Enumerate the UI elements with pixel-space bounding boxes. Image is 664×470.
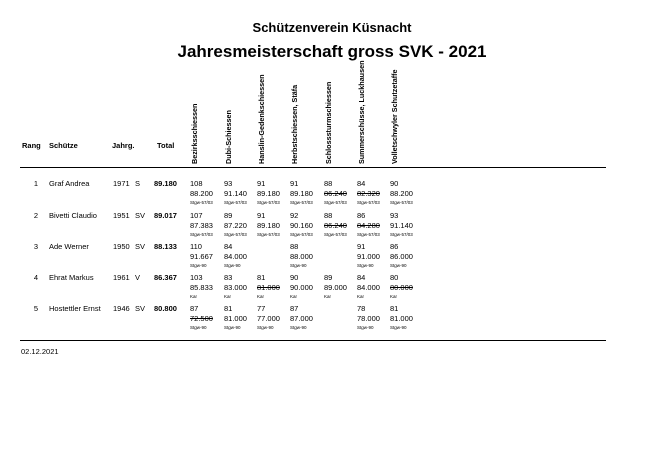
- weapon-note: Stgw-57/03: [390, 200, 413, 205]
- weapon-note: Stgw-57/03: [190, 232, 213, 237]
- event-score: 88: [324, 179, 333, 188]
- event-score: 93: [390, 211, 399, 220]
- weapon-note: Stgw-57/03: [224, 232, 247, 237]
- weapon-note: Kar: [257, 294, 265, 299]
- event-score: 91: [290, 179, 299, 188]
- weapon-note: Stgw-90: [390, 263, 407, 268]
- event-value: 89.180: [257, 189, 280, 198]
- header-shooter: Schütze: [49, 141, 78, 150]
- weapon-note: Stgw-90: [290, 325, 307, 330]
- header-rule: [20, 167, 606, 168]
- header-event-1: Bezirksschiessen: [190, 103, 199, 164]
- event-score: 103: [190, 273, 203, 282]
- event-score: 92: [290, 211, 299, 220]
- header-year: Jahrg.: [112, 141, 135, 150]
- event-score: 89: [324, 273, 333, 282]
- weapon-note: Stgw-90: [357, 263, 374, 268]
- birth-year: 1950: [113, 242, 130, 251]
- weapon-note: Kar: [390, 294, 398, 299]
- shooter-name: Hostettler Ernst: [49, 304, 101, 313]
- event-score: 86: [357, 211, 366, 220]
- shooter-name: Graf Andrea: [49, 179, 90, 188]
- event-score: 90: [290, 273, 299, 282]
- event-score: 91: [257, 211, 266, 220]
- category-cell: SV: [135, 304, 146, 313]
- weapon-note: Stgw-90: [190, 325, 207, 330]
- event-score: 81: [390, 304, 399, 313]
- event-value: 82.320: [357, 189, 380, 198]
- event-score: 91: [257, 179, 266, 188]
- weapon-note: Kar: [190, 294, 198, 299]
- category-cell: SV: [135, 211, 146, 220]
- event-score: 77: [257, 304, 266, 313]
- event-value: 86.000: [390, 252, 413, 261]
- weapon-note: Kar: [357, 294, 365, 299]
- event-value: 85.833: [190, 283, 213, 292]
- header-event-5: Schlosssturmschiessen: [324, 81, 333, 164]
- total-score: 80.800: [154, 304, 177, 313]
- weapon-note: Stgw-57/03: [257, 200, 280, 205]
- event-value: 91.667: [190, 252, 213, 261]
- total-score: 88.133: [154, 242, 177, 251]
- weapon-note: Kar: [224, 294, 232, 299]
- event-value: 90.160: [290, 221, 313, 230]
- event-value: 81.000: [390, 314, 413, 323]
- weapon-note: Stgw-57/03: [357, 200, 380, 205]
- weapon-note: Kar: [290, 294, 298, 299]
- event-value: 83.000: [224, 283, 247, 292]
- weapon-note: Kar: [324, 294, 332, 299]
- event-value: 87.000: [290, 314, 313, 323]
- weapon-note: Stgw-57/03: [390, 232, 413, 237]
- category-cell: SV: [135, 242, 146, 251]
- event-score: 110: [190, 242, 202, 251]
- category-cell: V: [135, 273, 141, 282]
- header-event-2: Dubi-Schiessen: [224, 110, 233, 164]
- event-score: 84: [224, 242, 233, 251]
- total-score: 89.017: [154, 211, 177, 220]
- category-cell: S: [135, 179, 141, 188]
- rank-cell: 2: [33, 211, 38, 220]
- weapon-note: Stgw-90: [190, 263, 207, 268]
- event-value: 91.140: [224, 189, 247, 198]
- weapon-note: Stgw-90: [290, 263, 307, 268]
- rank-cell: 1: [33, 179, 38, 188]
- event-score: 91: [357, 242, 366, 251]
- page-title: Jahresmeisterschaft gross SVK - 2021: [177, 42, 487, 61]
- event-score: 89: [224, 211, 233, 220]
- weapon-note: Stgw-90: [224, 263, 241, 268]
- birth-year: 1971: [113, 179, 130, 188]
- rank-cell: 5: [33, 304, 38, 313]
- total-score: 86.367: [154, 273, 177, 282]
- print-date: 02.12.2021: [21, 347, 59, 356]
- event-value: 90.000: [290, 283, 313, 292]
- header-event-3: Hanslin-Gedenkschiessen: [257, 74, 266, 164]
- header-rank: Rang: [22, 141, 41, 150]
- total-score: 89.180: [154, 179, 177, 188]
- rank-cell: 4: [33, 273, 38, 282]
- event-value: 91.140: [390, 221, 413, 230]
- event-score: 87: [190, 304, 199, 313]
- event-value: 72.500: [190, 314, 213, 323]
- header-event-6: Summerschüsse, Luckhausen: [357, 60, 366, 164]
- shooter-name: Ehrat Markus: [49, 273, 94, 282]
- event-value: 87.383: [190, 221, 213, 230]
- event-score: 83: [224, 273, 233, 282]
- weapon-note: Stgw-57/03: [224, 200, 247, 205]
- event-value: 84.280: [357, 221, 380, 230]
- event-score: 88: [324, 211, 333, 220]
- weapon-note: Stgw-90: [224, 325, 241, 330]
- event-score: 80: [390, 273, 399, 282]
- event-value: 88.200: [390, 189, 413, 198]
- weapon-note: Stgw-90: [390, 325, 407, 330]
- event-score: 86: [390, 242, 399, 251]
- weapon-note: Stgw-57/03: [257, 232, 280, 237]
- weapon-note: Stgw-57/03: [324, 232, 347, 237]
- event-score: 78: [357, 304, 366, 313]
- weapon-note: Stgw-90: [357, 325, 374, 330]
- event-score: 84: [357, 273, 366, 282]
- weapon-note: Stgw-57/03: [290, 200, 313, 205]
- event-score: 84: [357, 179, 366, 188]
- event-value: 77.000: [257, 314, 280, 323]
- shooter-name: Bivetti Claudio: [49, 211, 97, 220]
- footer-rule: [20, 340, 606, 341]
- event-value: 89.180: [290, 189, 313, 198]
- event-value: 86.240: [324, 221, 347, 230]
- birth-year: 1961: [113, 273, 130, 282]
- birth-year: 1951: [113, 211, 130, 220]
- club-name: Schützenverein Küsnacht: [252, 20, 412, 35]
- event-value: 88.000: [290, 252, 313, 261]
- header-total: Total: [157, 141, 175, 150]
- event-value: 78.000: [357, 314, 380, 323]
- weapon-note: Stgw-90: [257, 325, 274, 330]
- weapon-note: Stgw-57/03: [290, 232, 313, 237]
- event-score: 87: [290, 304, 299, 313]
- event-score: 81: [224, 304, 233, 313]
- event-value: 84.000: [357, 283, 380, 292]
- event-score: 90: [390, 179, 399, 188]
- rank-cell: 3: [33, 242, 38, 251]
- weapon-note: Stgw-57/03: [190, 200, 213, 205]
- weapon-note: Stgw-57/03: [324, 200, 347, 205]
- event-value: 89.180: [257, 221, 280, 230]
- event-value: 87.220: [224, 221, 247, 230]
- event-score: 108: [190, 179, 203, 188]
- birth-year: 1946: [113, 304, 130, 313]
- event-value: 80.000: [390, 283, 413, 292]
- event-value: 91.000: [357, 252, 380, 261]
- event-score: 107: [190, 211, 203, 220]
- event-value: 89.000: [324, 283, 347, 292]
- weapon-note: Stgw-57/03: [357, 232, 380, 237]
- event-value: 84.000: [224, 252, 247, 261]
- header-event-4: Herbstschiessen, Stäfa: [290, 84, 299, 164]
- event-score: 81: [257, 273, 266, 282]
- event-score: 93: [224, 179, 233, 188]
- event-value: 81.000: [224, 314, 247, 323]
- event-score: 88: [290, 242, 299, 251]
- shooter-name: Ade Werner: [49, 242, 89, 251]
- header-event-7: Volletschwyler Schutzetaffe: [390, 69, 399, 164]
- event-value: 81.000: [257, 283, 280, 292]
- event-value: 88.200: [190, 189, 213, 198]
- event-value: 86.240: [324, 189, 347, 198]
